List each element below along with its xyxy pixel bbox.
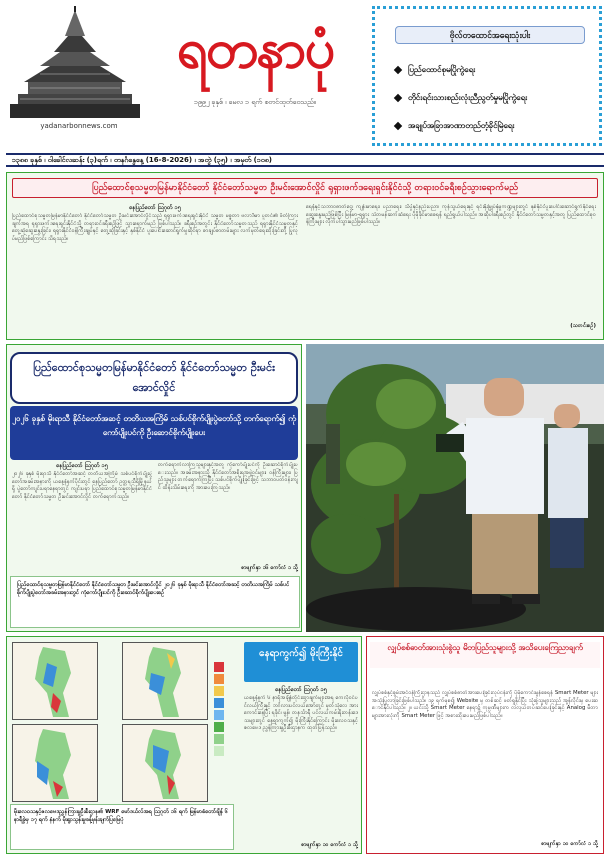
rainfall-map: [122, 724, 208, 802]
notice-continued: စာမျက်နှာ ၁၀ ကော်လံ ၁ သို့: [541, 841, 598, 847]
story2-continued: စာမျက်နှာ ၁၆ ကော်လံ ၁ သို့: [241, 565, 298, 571]
diamond-bullet-icon: [394, 121, 402, 129]
weather-headline[interactable]: နေရာကွက်၍ မိုးကြီးနိုင်: [244, 642, 358, 682]
lead-column-1: [12, 204, 298, 334]
diamond-bullet-icon: [394, 65, 402, 73]
notice-body: လျှပ်စစ်နှင့်စွမ်းအင်ဝန်ကြီးဌာနသည် လျှပ်စစ်ဓာတ်အားပေးခြင်းလုပ်ငန်းကို ပိုမိုကောင်းမွန်စေရန် Smart Meter များ အသုံးပြုလာခြင်းဖြစ်ပါသည်။ ၁၉ ရက်မှစ၍ Website မှ တစ်ဆင့် ဖတ်ရှုနိုင်ပြီး သုံးစွဲသူများသည် အွန်လိုင်းမှ ပေးဆောင်နိုင်ပါသည်။ ၂။ ယင်းသို့ Smart Meter နေရာ၌ ကုမ္ပဏီများက လဲလှယ်တပ်ဆင်ပေးခြင်းနှင့် Analog မီတာများအားလုံးကို Smart Meter ဖြင့် အစားထိုးပေးမည်ဖြစ်ပါသည်။: [372, 690, 598, 719]
lead-continued: (သတင်းစဉ်): [570, 323, 596, 329]
founding-date: ၁၉၉၂ ခုနှစ် ၊ မေလ ၁ ရက် စတင်ထုတ်ဝေသည်။: [194, 98, 316, 106]
tree-planting-photo: [306, 344, 604, 632]
dateline-volume: အတွဲ (၃၅): [198, 156, 228, 164]
dateline-month: ဝါခေါင်လဆန်း (၃)ရက်: [47, 156, 108, 164]
pagoda-logo: [10, 6, 140, 118]
weather-byline: နေပြည်တော် ဩဂုတ် ၁၅: [275, 687, 327, 693]
story2-column-1: [12, 462, 152, 574]
diamond-bullet-icon: [394, 93, 402, 101]
story2-body-1: ၂၀၂၆ ခုနှစ် မိုးရာသီ နိုင်ငံတော်အဆင့် တတိယအကြိမ် သစ်ပင်စိုက်ပျိုးပွဲတော်အခမ်းအနားကို ယနေ့နံနက်ပိုင်းတွင် နေပြည်တော် ဥတ္တရသီရိမြို့နယ်ရှိ ပွဲတော်ကျင်းပရာနေရာတွင် ကျင်းပရာ ပြည်ထောင်စုသမ္မတမြန်မာနိုင်ငံတော် နိုင်ငံတော်သမ္မတ ဦးမင်းအောင်လှိုင် တက်ရောက်သည်။: [12, 471, 152, 500]
rainfall-map: [12, 642, 98, 720]
dateline-weekday: တနင်္ဂနွေနေ့: [113, 156, 144, 164]
website-link[interactable]: yadanarbonnews.com: [40, 122, 118, 130]
issue-dateline: ၁၃၈၈ ခုနှစ် ၊ ဝါခေါင်လဆန်း (၃)ရက် ၊ တနင်္ဂနွေနေ့ (16-8-2026) ၊ အတွဲ (၃၅) ၊ အမှတ် (၁၀၈): [6, 153, 604, 167]
newspaper-title: ရတနာပုံ: [176, 16, 334, 80]
story2-title[interactable]: ပြည်ထောင်စုသမ္မတမြန်မာနိုင်ငံတော် နိုင်ငံတော်သမ္မတ ဦးမင်းအောင်လှိုင်: [10, 352, 298, 404]
dateline-issue: အမှတ် (၁၀၈): [233, 156, 272, 164]
rainfall-map: [12, 724, 98, 802]
lead-body-1: ပြည်ထောင်စုသမ္မတမြန်မာနိုင်ငံတော် နိုင်ငံတော်သမ္မတ ဦးမင်းအောင်လှိုင်သည် ရုရှားဖက်ဒရေးရှင်းနိုင်ငံ သမ္မတ မစ္စတာ ဗလာဒီမာ ပူတင်၏ ဖိတ်ကြားချက်အရ ရုရှားဖက်ဒရေးရှင်းနိုင်ငံသို့ တရားဝင်ခရီးစဉ်ဖြင့် သွားရောက်မည် ဖြစ်ပါသည်။ ခရီးစဉ်အတွင်း နိုင်ငံတော်သမ္မတသည် ရုရှားနိုင်ငံသမ္မတနှင့် တွေ့ဆုံဆွေးနွေးခြင်း၊ ရုရှားနိုင်ငံဝန်ကြီးချုပ်နှင့် တွေ့ဆုံခြင်းနှင့် နှစ်နိုင်ငံ ပူးပေါင်းဆောင်ရွက်မှုဆိုင်ရာ စာချုပ်စာတမ်းများ လက်မှတ်ရေးထိုးခြင်းတို့ ပြုလုပ်မည်ဖြစ်ကြောင်း သိရသည်။: [12, 213, 298, 242]
motto-item: ပြည်ထောင်စုမပြိုကွဲရေး: [395, 64, 595, 76]
dateline-year: ၁၃၈၈ ခုနှစ်: [12, 156, 42, 164]
map-caption: မိုးလေဝသနှင့်ဇလဗေဒညွှန်ကြားမှုဦးစီးဌာန၏ WRF မော်ဒယ်လ်အရ ဩဂုတ် ၁၆ ရက် မြန်မာစံတော်ချိန် ၆ နာရီခွဲမှ ၁၇ ရက် နံနက် မိုးရွာသွန်းမှုခန့်မှန်းချက်ပြမြေပုံ: [10, 804, 234, 850]
photo-caption: ပြည်ထောင်စုသမ္မတမြန်မာနိုင်ငံတော် နိုင်ငံတော်သမ္မတ ဦးမင်းအောင်လှိုင် ၂၀၂၆ ခုနှစ် မိုးရာသီ နိုင်ငံတော်အဆင့် တတိယအကြိမ် သစ်ပင်စိုက်ပျိုးပွဲတော်အခမ်းအနားတွင် ကုံကော်ပျိုးပင်ကို ဦးဆောင်စိုက်ပျိုးပေးစဉ်: [10, 576, 300, 628]
weather-body: ယနေ့နံနက် ၆ နာရီအချိန်တိုင်းထွာချက်များအရ ကေလိုဝင်ပင်လယ်ကြီးနှင့် ဘင်္ဂလားပင်လယ်အော်တွင် မုတ်သုံလေ အားကောင်းနေပြီး ရခိုင်၊ မွန်၊ တနင်္သာရီ ပင်လယ်ကမ်းရိုးတန်းဒေသများတွင် နေရာကွက်၍ မိုးကြီးနိုင်ကြောင်း မိုးလေဝသနှင့်ဇလဗေဒ ညွှန်ကြားမှုဦးစီးဌာနက ထုတ်ပြန်သည်။: [244, 695, 358, 732]
lead-headline[interactable]: ပြည်ထောင်စုသမ္မတမြန်မာနိုင်ငံတော် နိုင်ငံတော်သမ္မတ ဦးမင်းအောင်လှိုင် ရုရှားဖက်ဒရေးရှင်းနိုင်ငံသို့ တရားဝင်ခရီးစဉ်သွားရောက်မည်: [12, 178, 598, 198]
rainfall-legend: [212, 662, 240, 782]
dateline-date: (16-8-2026): [145, 156, 193, 164]
notice-body-column: [372, 690, 598, 850]
lead-byline: နေပြည်တော် ဩဂုတ် ၁၅: [129, 205, 181, 211]
weather-body-column: [244, 686, 358, 850]
lead-body-2: ရေနံနှင့်သဘာဝဓာတ်ငွေ့၊ ကျန်းမာရေး၊ ပညာရေး၊ သိပ္ပံနှင့်နည်းပညာ၊ ကုန်သွယ်ရေးနှင့် ရင်းနှီးမြှုပ်နှံမှုကဏ္ဍများတွင် နှစ်နိုင်ငံပူးပေါင်းဆောင်ရွက်နိုင်ရေး ဆွေးနွေးမည်ဖြစ်ပြီး မြန်မာ-ရုရှား သံတမန်ဆက်ဆံရေး ပိုမိုခိုင်မာစေရန် ရည်ရွယ်ပါသည်။ အဆိုပါခရီးစဉ်တွင် နိုင်ငံတော်သမ္မတနှင့်အတူ ပြည်ထောင်စုဝန်ကြီးများ လိုက်ပါသွားမည်ဖြစ်ပါသည်။: [306, 204, 596, 226]
notice-headline[interactable]: လျှပ်စစ်ဓာတ်အားသုံးစွဲသူ မိဘပြည်သူများသို့ အသိပေးကြေညာချက်: [370, 642, 600, 668]
weather-continued: စာမျက်နှာ ၁၀ ကော်လံ ၁ သို့: [301, 842, 358, 848]
story2-column-2: [158, 462, 298, 574]
story2-subtitle: ၂၀၂၆ ခုနှစ် မိုးရာသီ နိုင်ငံတော်အဆင့် တတိယအကြိမ် သစ်ပင်စိုက်ပျိုးပွဲတော်သို့ တက်ရောက်၍ ကုံကော်ပျိုးပင်ကို ဦးဆောင်စိုက်ပျိုးပေး: [10, 406, 298, 460]
lead-column-2: [306, 204, 596, 334]
rainfall-map: [122, 642, 208, 720]
motto-item: အချုပ်အခြာအာဏာတည်တံ့ခိုင်မြဲရေး: [395, 120, 595, 132]
motto-item: တိုင်းရင်းသားစည်းလုံးညီညွတ်မှုမပြိုကွဲရေး: [395, 92, 595, 104]
story2-body-2: တက်ရောက်လာကြသူများနှင့်အတူ ကုံကော်ပျိုးပင်ကို ဦးဆောင်စိုက်ပျိုးပေးသည်။ အခမ်းအနားသို့ နိုင်ငံတော်အစိုးရအဖွဲ့ဝင်များ၊ ဝန်ကြီးများ၊ ပြည်သူများ တက်ရောက်ကြပြီး သစ်ပင်စိုက်ပျိုးခြင်းဖြင့် သဘာဝပတ်ဝန်းကျင် ထိန်းသိမ်းရေးကို အားပေးကြသည်။: [158, 462, 298, 491]
story2-byline: နေပြည်တော် ဩဂုတ် ၁၅: [56, 463, 108, 469]
motto-heading: ဗိုလ်တထောင်အရေးသုံးပါး: [395, 26, 585, 44]
